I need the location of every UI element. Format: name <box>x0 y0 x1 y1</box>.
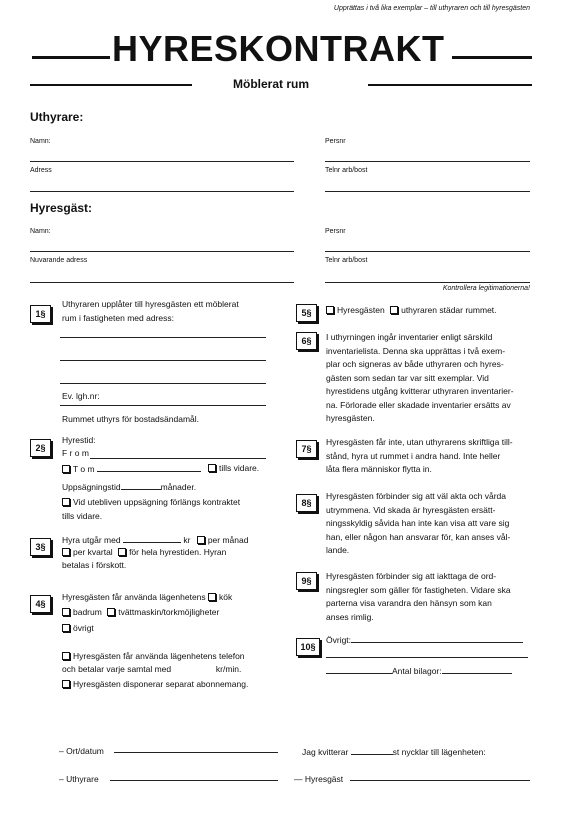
section-9-line: Hyresgästen förbinder sig att iakttaga de ord- <box>326 571 497 581</box>
subtitle-rule-left <box>30 84 192 86</box>
section-1-line-2: rum i fastigheten med adress: <box>62 312 174 323</box>
tenant-name-field[interactable] <box>30 251 294 252</box>
landlord-name-label: Namn: <box>30 138 51 145</box>
phone-line-2: och betalar varje samtal med <box>62 664 172 674</box>
landlord-phone-field[interactable] <box>325 191 530 192</box>
section-9-line: anses rimlig. <box>326 611 374 622</box>
until-notice-row <box>208 462 259 476</box>
page-subtitle: Möblerat rum <box>233 77 310 91</box>
keys-count-field[interactable] <box>351 745 393 755</box>
landlord-persnr-field[interactable] <box>325 161 530 162</box>
section-7-line: låta flera människor flytta in. <box>326 464 432 474</box>
address-line-2[interactable] <box>60 360 266 361</box>
title-rule-left <box>32 56 110 59</box>
tenant-phone-field[interactable] <box>325 282 530 283</box>
landlord-signature-label: Uthyrare <box>66 774 99 784</box>
notice-field[interactable] <box>121 480 161 490</box>
address-line-1[interactable] <box>60 337 266 338</box>
from-label: F r o m <box>62 448 89 458</box>
subscription-row <box>62 678 248 692</box>
amenities-row-3 <box>62 622 94 636</box>
id-note: Kontrollera legitimationerna! <box>442 285 530 292</box>
section-6-line: I uthyrningen ingår inventarier enligt särskild <box>326 332 493 342</box>
extension-checkbox[interactable] <box>62 498 70 506</box>
section-6-line: hyrestidens utgång kvitterar uthyraren inventarier- <box>326 386 514 396</box>
kr-label: kr <box>183 535 191 545</box>
attachments-row <box>326 664 512 679</box>
place-date-label: Ort/datum <box>66 746 104 756</box>
section-6-line: inventarielista. Denna ska upprättas i två exem- <box>326 345 506 356</box>
phone-row-2 <box>62 663 241 677</box>
other-notes-row <box>326 633 523 648</box>
extension-row <box>62 496 240 523</box>
until-notice-checkbox[interactable] <box>208 464 216 472</box>
section-8-line: utrymmena. Vid skada är hyresgästen ersätt- <box>326 504 496 515</box>
cleaning-row <box>326 304 497 318</box>
rent-amount-field[interactable] <box>123 533 181 543</box>
notice-row <box>62 480 196 495</box>
phone-line-1: Hyresgästen får använda lägenhetens telefon <box>73 651 245 661</box>
section-8-line: lande. <box>326 545 350 555</box>
section-9-line: ningsregler som gäller för fastigheten. Vidare ska <box>326 584 511 595</box>
section-6-text <box>326 331 514 426</box>
landlord-name-field[interactable] <box>30 161 294 162</box>
tenant-name-label: Namn: <box>30 228 51 235</box>
amenities-row-1 <box>62 591 232 605</box>
apt-number-label: Ev. lgh.nr: <box>62 391 100 401</box>
section-9-line: parterna visa varandra den hänsyn som kan <box>326 598 492 608</box>
whole-period-checkbox[interactable] <box>118 548 126 556</box>
attachments-label: Antal bilagor: <box>392 666 442 676</box>
title-rule-right <box>452 56 532 59</box>
landlord-cleans-checkbox[interactable] <box>390 306 398 314</box>
section-6-line: gästen som sedan tar var sitt exemplar. Vid <box>326 372 489 383</box>
tenant-address-field[interactable] <box>30 282 294 283</box>
keys-label-pre: Jag kvitterar <box>302 747 349 757</box>
months-label: månader. <box>160 482 197 492</box>
section-6-badge: 6§ <box>296 332 317 350</box>
keys-label-post: st nycklar till lägenheten: <box>392 747 486 757</box>
section-8-line: ningsskyldig såvida han inte kan visa att vare sig <box>326 518 510 528</box>
tenant-persnr-field[interactable] <box>325 251 530 252</box>
from-date-field[interactable] <box>90 458 266 459</box>
advance-label: betalas i förskott. <box>62 560 127 570</box>
tenant-signature-row: — Hyresgäst <box>294 774 344 784</box>
rent-label: Hyra utgår med <box>62 535 121 545</box>
other-checkbox[interactable] <box>62 624 70 632</box>
landlord-cleans-label: uthyraren städar rummet. <box>401 305 497 315</box>
section-6-line: hyresgästen. <box>326 413 375 423</box>
section-7-text <box>326 436 513 477</box>
section-9-badge: 9§ <box>296 572 317 590</box>
krmin-label: kr/min. <box>215 664 242 674</box>
tenant-heading: Hyresgäst: <box>30 201 93 215</box>
landlord-persnr-label: Persnr <box>325 138 346 145</box>
per-quarter-checkbox[interactable] <box>62 548 70 556</box>
purpose-text: Rummet uthyrs för bostadsändamål. <box>62 414 200 424</box>
section-7-badge: 7§ <box>296 440 317 458</box>
landlord-phone-label: Telnr arb/bost <box>325 167 368 174</box>
tenant-phone-label: Telnr arb/bost <box>325 257 368 264</box>
section-3-badge: 3§ <box>30 538 51 556</box>
section-8-text <box>326 490 510 558</box>
per-month-checkbox[interactable] <box>197 536 205 544</box>
section-5-badge: 5§ <box>296 304 317 322</box>
tenant-signature-field[interactable] <box>350 780 530 781</box>
landlord-heading: Uthyrare: <box>30 110 84 124</box>
section-6-line: plar och signeras av både uthyraren och hyres- <box>326 359 504 369</box>
section-7-line: stånd, hyra ut rummet i andra hand. Inte heller <box>326 450 501 461</box>
kitchen-label: kök <box>219 592 233 602</box>
laundry-checkbox[interactable] <box>107 608 115 616</box>
landlord-address-label: Adress <box>30 167 52 174</box>
per-quarter-label: per kvartal <box>73 547 113 557</box>
subscription-label: Hyresgästen disponerar separat abonnemang. <box>73 679 249 689</box>
address-line-3[interactable] <box>60 383 266 384</box>
tenant-address-label: Nuvarande adress <box>30 257 88 264</box>
attachments-count-field[interactable] <box>442 664 512 674</box>
tenant-cleans-checkbox[interactable] <box>326 306 334 314</box>
to-checkbox[interactable] <box>62 465 70 473</box>
header-note: Upprättas i två lika exemplar – till uthyraren och till hyresgästen <box>333 5 530 12</box>
tenant-signature-label: Hyresgäst <box>304 774 344 784</box>
landlord-signature-row: – Uthyrare <box>59 774 99 784</box>
rent-period-row <box>62 546 226 560</box>
section-6-line: na. Förlorade eller skadade inventarier ersätts av <box>326 399 511 410</box>
place-date-field[interactable] <box>114 752 278 753</box>
section-8-line: Hyresgästen förbinder sig att väl akta och vårda <box>326 491 507 501</box>
section-1-text <box>62 298 239 325</box>
phone-row-1 <box>62 650 245 664</box>
landlord-signature-field[interactable] <box>110 780 278 781</box>
amenities-row-2 <box>62 606 219 620</box>
section-8-line: han, eller någon han ansvarar för, kan anses vål- <box>326 531 511 542</box>
subtitle-rule-right <box>368 84 532 86</box>
section-1-line-1: Uthyraren upplåter till hyresgästen ett möblerat <box>62 299 239 309</box>
per-month-label: per månad <box>207 535 249 545</box>
attachments-pre-field[interactable] <box>326 664 392 674</box>
rental-period-label: Hyrestid: <box>62 435 96 445</box>
tenant-cleans-label: Hyresgästen <box>337 305 385 315</box>
laundry-label: tvättmaskin/torkmöjligheter <box>118 607 220 617</box>
subscription-checkbox[interactable] <box>62 680 70 688</box>
to-date-field[interactable] <box>97 462 201 472</box>
bathroom-checkbox[interactable] <box>62 608 70 616</box>
kitchen-checkbox[interactable] <box>208 593 216 601</box>
whole-period-label: för hela hyrestiden. Hyran <box>129 547 227 557</box>
bathroom-label: badrum <box>73 607 102 617</box>
to-label: T o m <box>73 464 95 474</box>
other-notes-line-2[interactable] <box>326 657 528 658</box>
notice-label: Uppsägningstid <box>62 482 121 492</box>
other-notes-label: Övrigt: <box>326 635 352 645</box>
page-title: HYRESKONTRAKT <box>112 28 445 69</box>
extension-line-1: Vid utebliven uppsägning förlängs kontraktet <box>73 497 241 507</box>
apt-number-field[interactable] <box>60 405 266 406</box>
keys-row <box>302 745 486 760</box>
section-2-badge: 2§ <box>30 439 51 457</box>
section-4-badge: 4§ <box>30 595 51 613</box>
amenities-label: Hyresgästen får använda lägenhetens <box>62 592 206 602</box>
section-1-badge: 1§ <box>30 305 51 323</box>
landlord-address-field[interactable] <box>30 191 294 192</box>
other-notes-field[interactable] <box>351 633 523 643</box>
extension-line-2: tills vidare. <box>62 510 103 521</box>
place-date-row: – Ort/datum <box>59 746 104 756</box>
until-notice-label: tills vidare. <box>219 463 260 473</box>
section-10-badge: 10§ <box>296 638 320 656</box>
to-row <box>62 462 201 477</box>
section-9-text <box>326 570 511 624</box>
other-label: övrigt <box>73 623 94 633</box>
phone-checkbox[interactable] <box>62 652 70 660</box>
section-7-line: Hyresgästen får inte, utan uthyrarens skriftliga till- <box>326 437 513 447</box>
section-8-badge: 8§ <box>296 494 317 512</box>
tenant-persnr-label: Persnr <box>325 228 346 235</box>
